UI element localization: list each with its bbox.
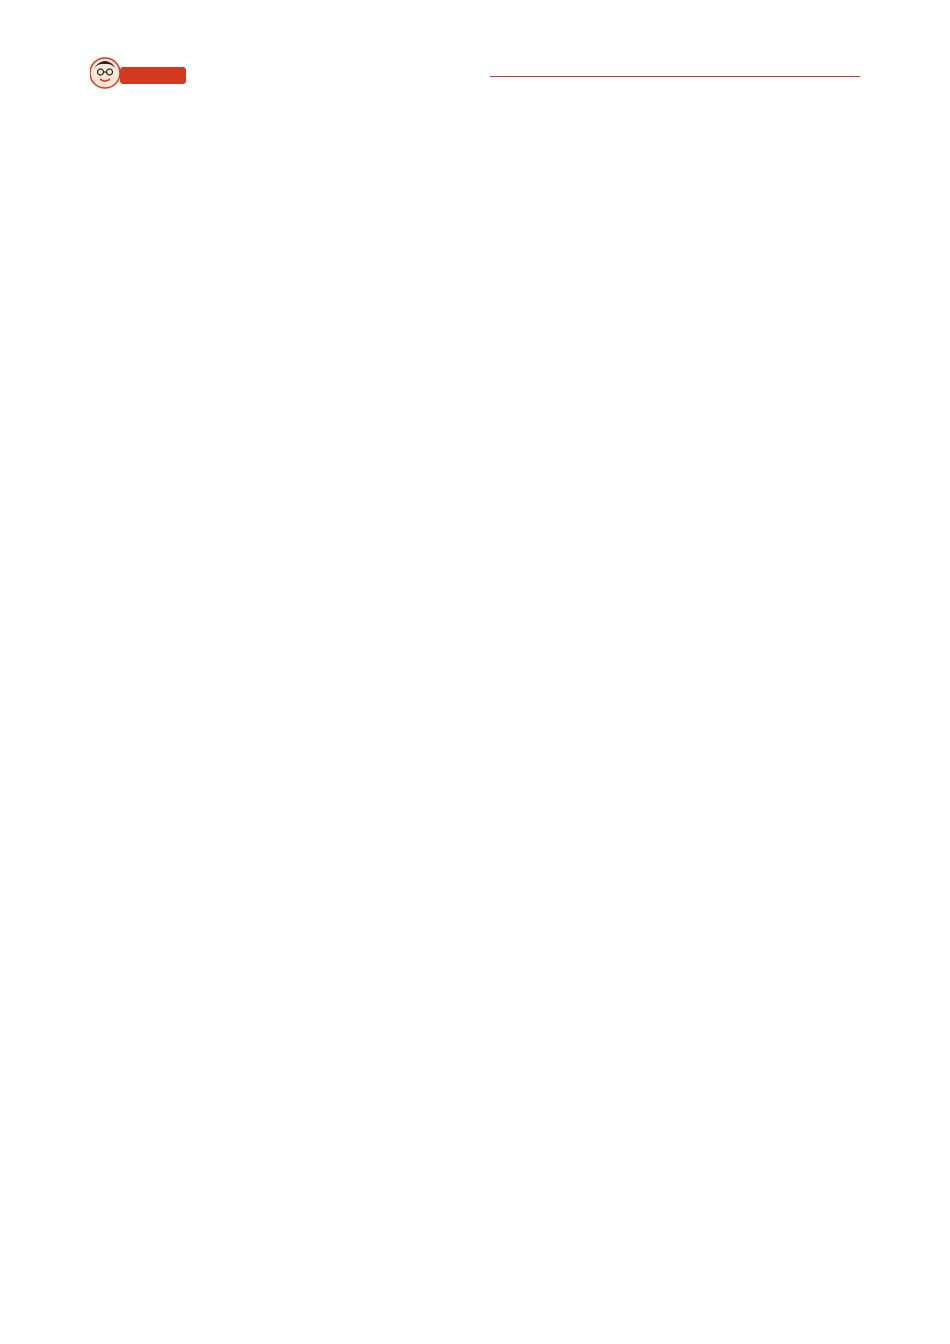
page-header xyxy=(90,54,860,94)
yangliang-logo xyxy=(90,56,188,90)
header-rule xyxy=(490,76,860,77)
